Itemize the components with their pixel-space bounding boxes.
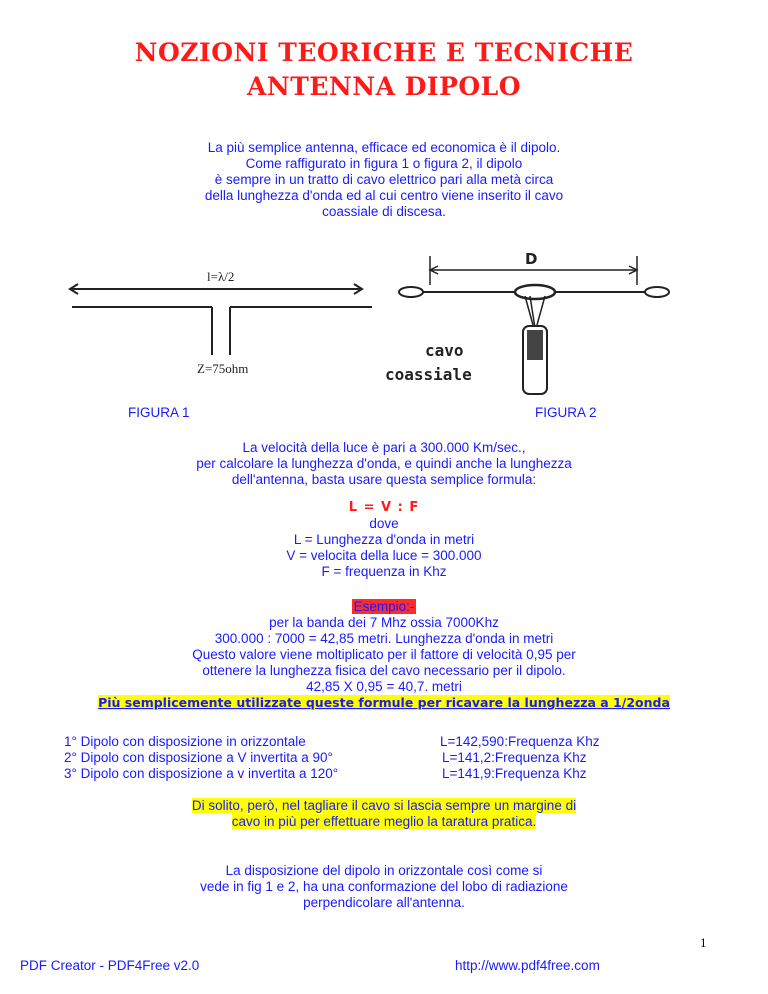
figure-1-caption: FIGURA 1 xyxy=(128,405,190,420)
insulator-left xyxy=(399,287,423,297)
intro-paragraph xyxy=(0,140,768,220)
cable-label-2: coassiale xyxy=(385,365,472,384)
formula-desc: 1° Dipolo con disposizione in orizzontale xyxy=(64,734,306,749)
intro-line: coassiale di discesa. xyxy=(322,204,446,219)
intro-line: della lunghezza d'onda ed al cui centro viene inserito il cavo xyxy=(204,188,564,203)
example-line: 42,85 X 0,95 = 40,7. metri xyxy=(306,679,462,694)
note-line: Di solito, però, nel tagliare il cavo si lascia sempre un margine di xyxy=(191,798,577,813)
closing-paragraph xyxy=(0,863,768,911)
formula-values xyxy=(440,734,600,782)
example-line: per la banda dei 7 Mhz ossia 7000Khz xyxy=(269,615,499,630)
center-insulator xyxy=(515,285,555,299)
formula-value: L=141,9:Frequenza Khz xyxy=(442,766,587,781)
intro-line: La più semplice antenna, efficace ed economica è il dipolo. xyxy=(207,140,561,155)
example-highlight: Più semplicemente utilizzate queste formule per ricavare la lunghezza a 1/2onda xyxy=(98,695,670,710)
note-line: cavo in più per effettuare meglio la taratura pratica. xyxy=(231,814,537,829)
figure-2-caption: FIGURA 2 xyxy=(535,405,597,420)
formula-value: L=142,590:Frequenza Khz xyxy=(440,734,600,749)
insulator-right xyxy=(645,287,669,297)
speed-line: La velocità della luce è pari a 300.000 Km/sec., xyxy=(242,440,526,455)
definition-line: V = velocita della luce = 300.000 xyxy=(286,548,482,563)
impedance-label: Z=75ohm xyxy=(197,361,249,376)
formula: L = V : F xyxy=(348,500,420,515)
formula-descriptions xyxy=(64,734,338,782)
feed-wires xyxy=(525,296,545,328)
example-line: 300.000 : 7000 = 42,85 metri. Lunghezza d'onda in metri xyxy=(214,631,554,646)
title-line-2: ANTENNA DIPOLO xyxy=(246,72,522,101)
note-block xyxy=(0,798,768,830)
footer-left: PDF Creator - PDF4Free v2.0 xyxy=(20,958,200,973)
title-line-1: NOZIONI TEORICHE E TECNICHE xyxy=(134,38,634,67)
closing-line: vede in fig 1 e 2, ha una conformazione del lobo di radiazione xyxy=(200,879,568,894)
example-label: Esempio:- xyxy=(353,599,415,614)
speed-line: dell'antenna, basta usare questa semplice formula: xyxy=(231,472,537,487)
cable-label-1: cavo xyxy=(425,341,464,360)
formula-value: L=141,2:Frequenza Khz xyxy=(442,750,587,765)
intro-line: è sempre in un tratto di cavo elettrico pari alla metà circa xyxy=(214,172,554,187)
formula-block xyxy=(0,500,768,580)
figure-2-dipole-photo-diagram xyxy=(385,250,685,400)
closing-line: perpendicolare all'antenna. xyxy=(303,895,465,910)
d-label: D xyxy=(525,250,538,268)
figure-1-dipole-diagram xyxy=(62,255,382,380)
example-block xyxy=(0,599,768,711)
length-label: l=λ/2 xyxy=(207,269,235,284)
definition-line: L = Lunghezza d'onda in metri xyxy=(293,532,475,547)
coax-shadow xyxy=(527,330,543,360)
formula-desc: 2° Dipolo con disposizione a V invertita a 90° xyxy=(64,750,333,765)
speed-line: per calcolare la lunghezza d'onda, e quindi anche la lunghezza xyxy=(196,456,572,471)
example-line: Questo valore viene moltiplicato per il fattore di velocità 0,95 per xyxy=(192,647,576,662)
footer-link[interactable]: http://www.pdf4free.com xyxy=(455,958,600,973)
example-line: ottenere la lunghezza fisica del cavo necessario per il dipolo. xyxy=(202,663,566,678)
formula-desc: 3° Dipolo con disposizione a v invertita a 120° xyxy=(64,766,339,781)
speed-paragraph xyxy=(0,440,768,488)
intro-line: Come raffigurato in figura 1 o figura 2, il dipolo xyxy=(245,156,523,171)
page-number: 1 xyxy=(700,935,707,950)
definition-line: dove xyxy=(369,516,399,531)
definition-line: F = frequenza in Khz xyxy=(321,564,447,579)
closing-line: La disposizione del dipolo in orizzontale così come si xyxy=(225,863,543,878)
